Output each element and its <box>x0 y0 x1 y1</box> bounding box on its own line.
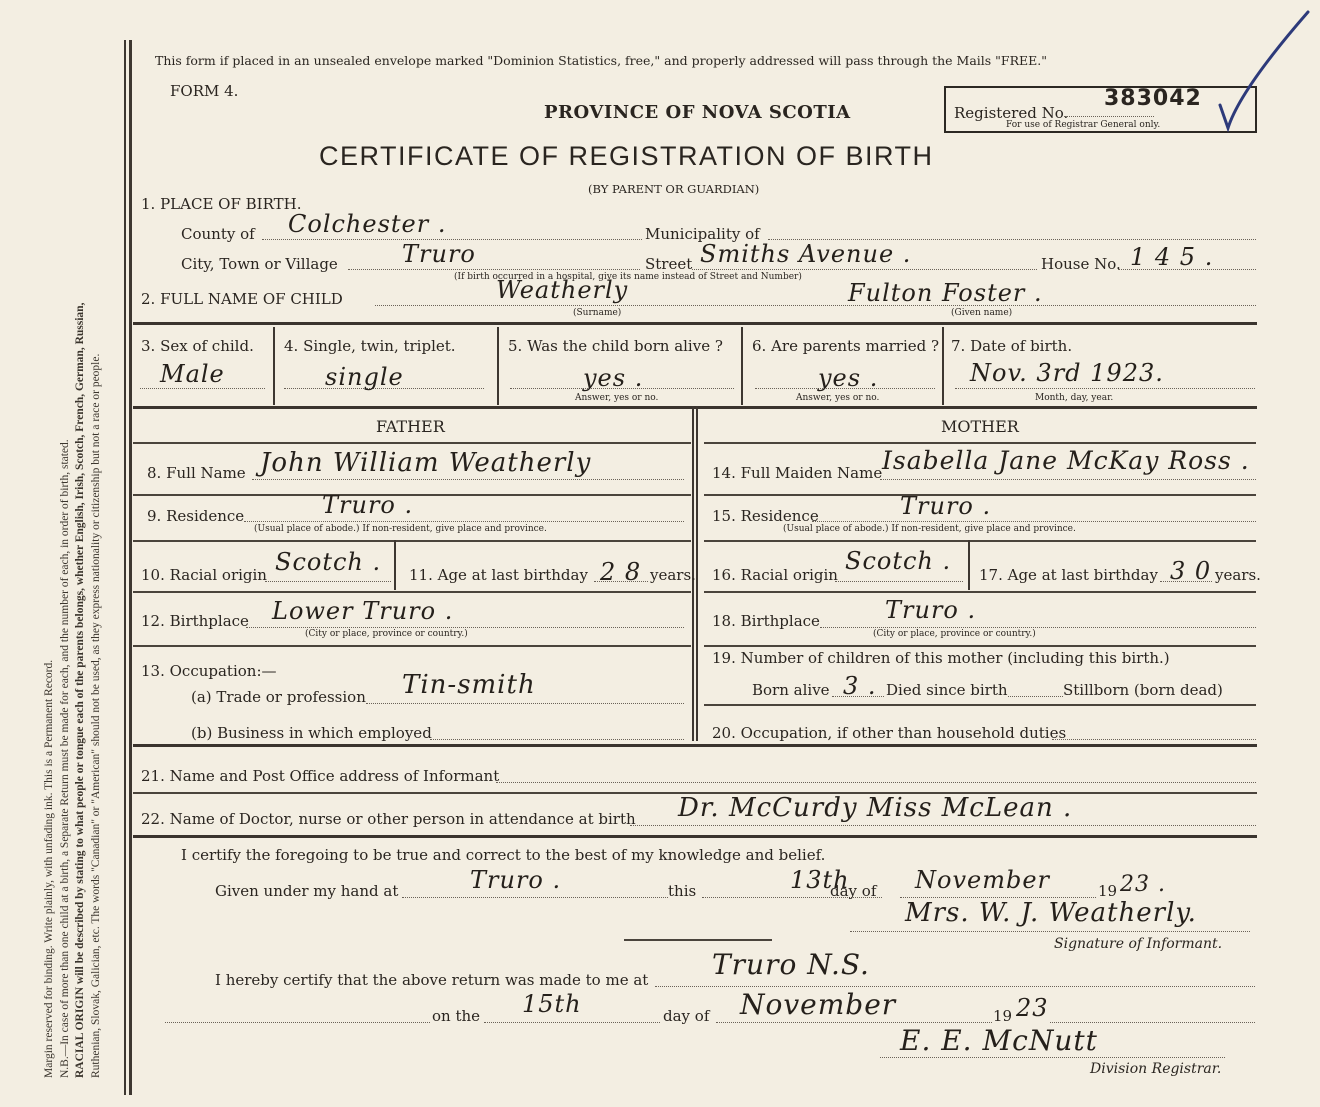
street-value: Smiths Avenue . <box>700 240 912 268</box>
single-value: single <box>325 363 404 391</box>
alive-label: 5. Was the child born alive ? <box>508 337 723 355</box>
mother-occupation-dots <box>1052 739 1256 740</box>
dob-note: Month, day, year. <box>1035 393 1114 403</box>
father-years-label: years. <box>650 566 696 584</box>
section-divider-4 <box>133 835 1257 838</box>
doctor-dots <box>630 825 1256 826</box>
father-occupation-label: 13. Occupation:— <box>141 662 277 680</box>
married-label: 6. Are parents married ? <box>752 337 940 355</box>
father-residence-label: 9. Residence <box>147 507 245 525</box>
married-note: Answer, yes or no. <box>796 393 880 403</box>
row-line <box>704 704 1256 706</box>
given-day-value: 13th <box>790 866 850 894</box>
on-the-label: on the <box>432 1007 481 1025</box>
given-name-note: (Given name) <box>951 308 1013 318</box>
registered-label: Registered No. <box>954 104 1069 122</box>
registrar-signature-dots <box>880 1057 1225 1058</box>
mother-name-dots <box>880 479 1256 480</box>
dob-value: Nov. 3rd 1923. <box>970 359 1164 387</box>
child-given-name: Fulton Foster . <box>848 279 1043 307</box>
mother-years-label: years. <box>1215 566 1261 584</box>
father-age-label: 11. Age at last birthday <box>409 566 588 584</box>
mother-residence-value: Truro . <box>900 492 992 520</box>
father-trade-value: Tin-smith <box>402 670 536 700</box>
section-divider-2 <box>133 406 1257 409</box>
mail-note: This form if placed in an unsealed envelope marked "Dominion Statistics, free," and properly addressed will pass through the Mails "FREE." <box>155 53 1047 68</box>
sex-label: 3. Sex of child. <box>141 337 254 355</box>
signature-label: Signature of Informant. <box>1054 936 1223 952</box>
registered-note: For use of Registrar General only. <box>1006 120 1161 130</box>
mother-racial-dots <box>835 581 963 582</box>
mother-age-label: 17. Age at last birthday <box>979 566 1158 584</box>
sex-dots <box>140 388 265 389</box>
mother-name-label: 14. Full Maiden Name <box>712 464 883 482</box>
margin-note-1: Margin reserved for binding. Write plainly, with unfading ink. This is a Permanent Record. <box>43 659 55 1078</box>
mother-heading: MOTHER <box>941 417 1019 436</box>
city-label: City, Town or Village <box>181 255 338 273</box>
registrar-signature: E. E. McNutt <box>900 1024 1098 1057</box>
father-trade-label: (a) Trade or profession <box>191 688 366 706</box>
form-number: FORM 4. <box>170 82 239 100</box>
column-divider <box>696 406 698 741</box>
given-year-value: 23 . <box>1120 872 1166 897</box>
father-name-value: John William Weatherly <box>260 448 592 478</box>
informant-label: 21. Name and Post Office address of Informant <box>141 767 500 785</box>
row-line <box>133 645 691 647</box>
father-birthplace-label: 12. Birthplace <box>141 612 249 630</box>
mother-residence-dots <box>812 521 1256 522</box>
doctor-label: 22. Name of Doctor, nurse or other person in attendance at birth <box>141 810 636 828</box>
mother-residence-label: 15. Residence <box>712 507 819 525</box>
father-business-label: (b) Business in which employed <box>191 724 432 742</box>
day-of-label: day of <box>830 882 877 900</box>
registrar-text: I hereby certify that the above return was made to me at <box>215 971 649 989</box>
mother-name-value: Isabella Jane McKay Ross . <box>882 446 1250 475</box>
mother-age-value: 3 0 <box>1170 557 1212 585</box>
born-alive-label: Born alive <box>752 681 830 699</box>
cell-divider <box>394 540 396 590</box>
father-birthplace-value: Lower Truro . <box>272 597 454 625</box>
doctor-value: Dr. McCurdy Miss McLean . <box>678 793 1073 823</box>
father-racial-dots <box>265 581 391 582</box>
street-label: Street <box>645 255 693 273</box>
cell-divider <box>273 327 275 405</box>
mother-racial-label: 16. Racial origin <box>712 566 838 584</box>
registrar-month-dots <box>716 1022 992 1023</box>
father-birthplace-dots <box>246 627 684 628</box>
margin-note-4: Ruthenian, Slovak, Galician, etc. The words "Canadian" or "American" should not be used, as they express nationality or citizenship but not a race or people. <box>89 353 102 1078</box>
province-heading: PROVINCE OF NOVA SCOTIA <box>544 102 851 123</box>
margin-notes <box>42 38 104 1078</box>
mother-birthplace-dots <box>820 627 1256 628</box>
dob-dots <box>955 388 1255 389</box>
mother-birthplace-value: Truro . <box>885 596 977 624</box>
subtitle: (BY PARENT OR GUARDIAN) <box>588 182 760 196</box>
informant-signature: Mrs. W. J. Weatherly. <box>905 898 1197 928</box>
alive-note: Answer, yes or no. <box>575 393 659 403</box>
mother-birthplace-note: (City or place, province or country.) <box>873 629 1036 639</box>
child-name-dots <box>375 305 1256 306</box>
section-divider-1 <box>133 322 1257 325</box>
single-label: 4. Single, twin, triplet. <box>284 337 456 355</box>
given-place-dots <box>402 897 668 898</box>
child-surname: Weatherly <box>496 276 629 304</box>
registered-dots <box>1064 116 1154 117</box>
county-label: County of <box>181 225 255 243</box>
city-value: Truro <box>402 240 476 268</box>
row-line <box>133 442 691 444</box>
this-label: this <box>668 882 697 900</box>
street-dots <box>692 269 1037 270</box>
registrar-place-value: Truro N.S. <box>712 948 870 981</box>
row-line <box>704 591 1256 593</box>
mother-children-label: 19. Number of children of this mother (including this birth.) <box>712 649 1170 667</box>
cell-divider <box>968 540 970 590</box>
father-racial-value: Scotch . <box>275 548 382 576</box>
born-alive-value: 3 . <box>843 672 877 700</box>
registrar-title: Division Registrar. <box>1090 1061 1222 1077</box>
cell-divider <box>942 327 944 405</box>
city-dots <box>348 269 640 270</box>
died-since-birth-label: Died since birth <box>886 681 1008 699</box>
alive-value: yes . <box>583 364 644 392</box>
street-note: (If birth occurred in a hospital, give its name instead of Street and Number) <box>454 272 802 282</box>
row-line <box>704 540 1256 542</box>
mother-birthplace-label: 18. Birthplace <box>712 612 820 630</box>
sex-value: Male <box>160 360 225 388</box>
cell-divider <box>741 327 743 405</box>
father-birthplace-note: (City or place, province or country.) <box>305 629 468 639</box>
place-of-birth-heading: 1. PLACE OF BIRTH. <box>141 195 302 213</box>
house-value: 1 4 5 . <box>1130 243 1214 271</box>
house-label: House No. <box>1041 255 1121 273</box>
father-name-label: 8. Full Name <box>147 464 246 482</box>
margin-note-2: N.B.—In case of more than one child at a birth, a Separate Return must be made for each, and the number of each, in order of birth, stated. <box>58 439 71 1078</box>
row-line <box>704 442 1256 444</box>
stillborn-label: Stillborn (born dead) <box>1063 681 1223 699</box>
father-heading: FATHER <box>376 417 445 436</box>
given-place-value: Truro . <box>470 866 562 894</box>
father-residence-note: (Usual place of abode.) If non-resident, give place and province. <box>254 524 547 534</box>
mother-racial-value: Scotch . <box>845 547 952 575</box>
registrar-year-prefix: 19 <box>993 1007 1013 1025</box>
binding-line <box>124 40 126 1095</box>
signature-dots <box>850 931 1250 932</box>
informant-dots <box>496 782 1256 783</box>
registrar-day-value: 15th <box>522 990 582 1018</box>
section-divider-3 <box>133 744 1257 747</box>
father-age-value: 2 8 <box>600 558 642 586</box>
married-value: yes . <box>818 364 879 392</box>
father-business-dots <box>430 739 684 740</box>
surname-note: (Surname) <box>573 308 622 318</box>
check-mark-icon <box>1210 10 1320 140</box>
registered-number: 383042 <box>1104 86 1202 111</box>
cell-divider <box>497 327 499 405</box>
registrar-lead-dots <box>165 1022 430 1023</box>
binding-line-thick <box>129 40 132 1095</box>
registrar-year-value: 23 <box>1016 994 1049 1022</box>
row-line <box>133 540 691 542</box>
year-prefix: 19 <box>1098 882 1118 900</box>
registrar-day-dots <box>484 1022 660 1023</box>
mother-occupation-label: 20. Occupation, if other than household duties <box>712 724 1067 742</box>
row-line <box>133 591 691 593</box>
certify-text: I certify the foregoing to be true and correct to the best of my knowledge and belief. <box>181 846 826 864</box>
father-residence-value: Truro . <box>322 491 414 519</box>
registrar-month-value: November <box>740 988 897 1021</box>
mother-residence-note: (Usual place of abode.) If non-resident, give place and province. <box>783 524 1076 534</box>
registrar-day-of-label: day of <box>663 1007 710 1025</box>
margin-note-3: RACIAL ORIGIN will be described by stating to what people or tongue each of the parents belongs, whether English, Irish, Scotch, French, German, Russian, <box>74 302 86 1078</box>
died-since-birth-dots <box>1008 696 1063 697</box>
father-name-dots <box>252 479 684 480</box>
father-residence-dots <box>244 521 684 522</box>
county-value: Colchester . <box>288 210 447 238</box>
given-month-value: November <box>915 866 1051 894</box>
municipality-label: Municipality of <box>645 225 760 243</box>
registrar-year-dots <box>1050 1022 1255 1023</box>
father-trade-dots <box>366 703 684 704</box>
dob-label: 7. Date of birth. <box>951 337 1073 355</box>
page-title: CERTIFICATE OF REGISTRATION OF BIRTH <box>319 141 934 171</box>
row-line <box>704 645 1256 647</box>
given-label: Given under my hand at <box>215 882 399 900</box>
child-name-label: 2. FULL NAME OF CHILD <box>141 290 343 308</box>
registrar-place-dots <box>655 986 1255 987</box>
separator-line <box>624 939 772 941</box>
father-racial-label: 10. Racial origin <box>141 566 267 584</box>
